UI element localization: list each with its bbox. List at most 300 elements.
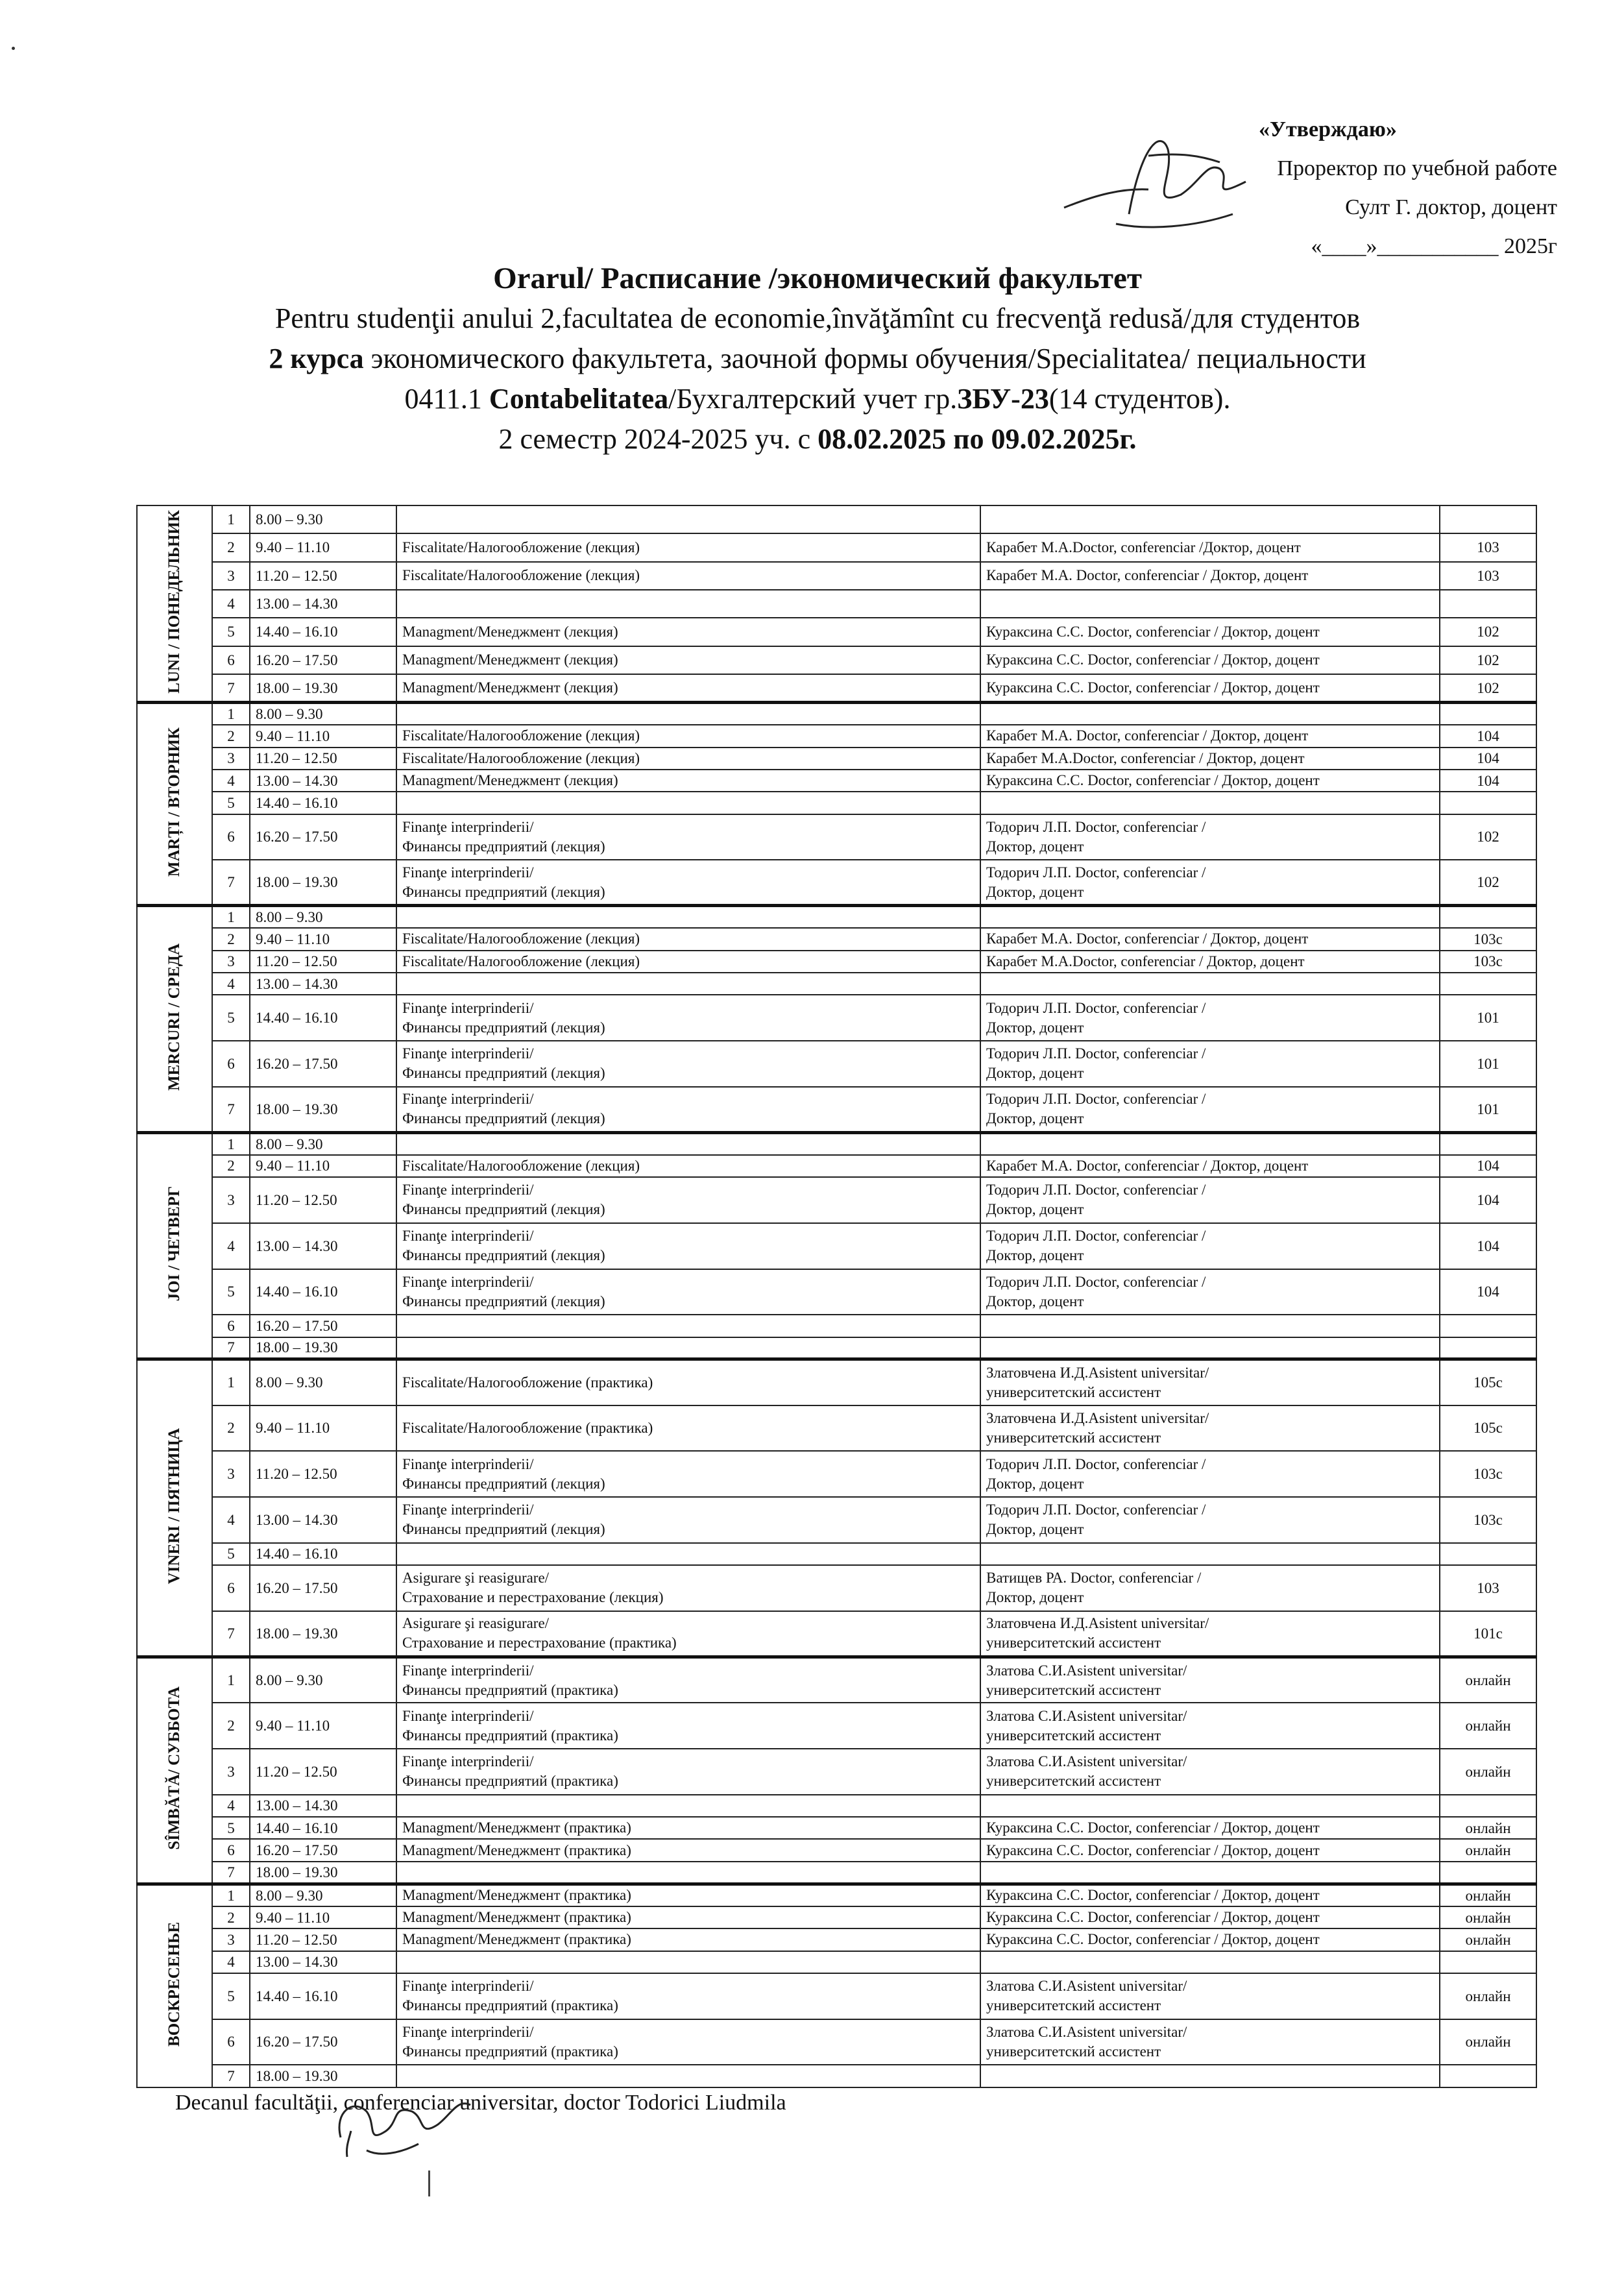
pair-number: 5 xyxy=(212,1269,250,1315)
room-cell: онлайн xyxy=(1440,1703,1536,1749)
teacher-cell xyxy=(980,2019,1440,2065)
pair-number: 4 xyxy=(212,973,250,995)
subject-cell xyxy=(396,951,980,973)
room-cell: 104 xyxy=(1440,770,1536,792)
room-cell: онлайн xyxy=(1440,1906,1536,1928)
subject-cell xyxy=(396,674,980,703)
signature-image xyxy=(1051,117,1265,247)
pair-number: 4 xyxy=(212,770,250,792)
pair-time: 13.00 – 14.30 xyxy=(250,973,396,995)
subject-line: Fiscalitate/Налогообложение (лекция) xyxy=(402,539,640,555)
approval-title: «Утверждаю» xyxy=(1259,117,1397,141)
teacher-cell xyxy=(980,1337,1440,1359)
subject-cell xyxy=(396,1973,980,2019)
table-row xyxy=(137,814,1536,860)
room-cell xyxy=(1440,1795,1536,1817)
pair-number: 2 xyxy=(212,1703,250,1749)
specialty-code: 0411.1 xyxy=(404,383,489,415)
teacher-cell xyxy=(980,973,1440,995)
teacher-cell xyxy=(980,1817,1440,1839)
scan-mark xyxy=(428,2170,430,2196)
teacher-cell xyxy=(980,1795,1440,1817)
table-row xyxy=(137,618,1536,646)
pair-time: 14.40 – 16.10 xyxy=(250,1817,396,1839)
pair-number: 2 xyxy=(212,1405,250,1452)
pair-number: 5 xyxy=(212,1543,250,1565)
subject-line: Finanţe interprinderii/ xyxy=(402,864,534,881)
teacher-cell xyxy=(980,1906,1440,1928)
teacher-line: университетский ассистент xyxy=(986,2043,1161,2060)
teacher-cell xyxy=(980,1315,1440,1337)
pair-time: 18.00 – 19.30 xyxy=(250,1087,396,1133)
dean-signature-image xyxy=(328,2085,496,2163)
teacher-line: университетский ассистент xyxy=(986,1383,1161,1400)
subject-line: Finanţe interprinderii/ xyxy=(402,1273,534,1290)
teacher-line: университетский ассистент xyxy=(986,1727,1161,1744)
teacher-line: Тодорич Л.П. Doctor, conferenciar / xyxy=(986,1091,1206,1108)
room-cell xyxy=(1440,1862,1536,1884)
pair-time: 9.40 – 11.10 xyxy=(250,1155,396,1177)
pair-time: 18.00 – 19.30 xyxy=(250,674,396,703)
pair-time: 13.00 – 14.30 xyxy=(250,1223,396,1269)
day-label: MERCURI / СРЕДА xyxy=(137,906,212,1132)
subject-line: Managment/Менеджмент (лекция) xyxy=(402,651,618,668)
subject-cell xyxy=(396,1906,980,1928)
subject-line: Fiscalitate/Налогообложение (практика) xyxy=(402,1419,653,1436)
teacher-line: Тодорич Л.П. Doctor, conferenciar / xyxy=(986,999,1206,1016)
subject-line: Fiscalitate/Налогообложение (практика) xyxy=(402,1374,653,1391)
pair-time: 16.20 – 17.50 xyxy=(250,2019,396,2065)
pair-time: 16.20 – 17.50 xyxy=(250,1839,396,1861)
subject-cell xyxy=(396,906,980,928)
document-title: Orarul/ Расписание /экономический факультет xyxy=(493,261,1142,295)
subject-line: Страхование и перестрахование (практика) xyxy=(402,1635,677,1651)
pair-time: 11.20 – 12.50 xyxy=(250,562,396,590)
teacher-line: Тодорич Л.П. Doctor, conferenciar / xyxy=(986,1455,1206,1472)
room-cell xyxy=(1440,1315,1536,1337)
table-row xyxy=(137,1177,1536,1223)
pair-time: 14.40 – 16.10 xyxy=(250,792,396,814)
pair-time: 9.40 – 11.10 xyxy=(250,725,396,747)
table-row xyxy=(137,533,1536,561)
pair-number: 7 xyxy=(212,860,250,906)
room-cell: онлайн xyxy=(1440,1817,1536,1839)
teacher-line: Кураксина С.С. Doctor, conferenciar / Доктор, доцент xyxy=(986,1819,1320,1836)
document-header xyxy=(136,258,1499,459)
pair-time: 11.20 – 12.50 xyxy=(250,1749,396,1795)
pair-number: 3 xyxy=(212,748,250,770)
teacher-cell xyxy=(980,1928,1440,1951)
teacher-cell xyxy=(980,1269,1440,1315)
table-row xyxy=(137,1951,1536,1973)
pair-time: 14.40 – 16.10 xyxy=(250,1543,396,1565)
pair-number: 4 xyxy=(212,1795,250,1817)
table-row xyxy=(137,1359,1536,1405)
subject-cell xyxy=(396,1565,980,1611)
pair-number: 6 xyxy=(212,1315,250,1337)
teacher-line: Доктор, доцент xyxy=(986,1065,1084,1082)
room-cell: онлайн xyxy=(1440,1839,1536,1861)
pair-time: 14.40 – 16.10 xyxy=(250,1269,396,1315)
table-row xyxy=(137,860,1536,906)
subject-cell xyxy=(396,2065,980,2087)
teacher-line: университетский ассистент xyxy=(986,1681,1161,1698)
table-row xyxy=(137,1132,1536,1154)
subject-line: Финансы предприятий (лекция) xyxy=(402,1293,605,1309)
table-row xyxy=(137,1928,1536,1951)
room-cell: 104 xyxy=(1440,1155,1536,1177)
teacher-cell xyxy=(980,906,1440,928)
table-row xyxy=(137,1884,1536,1906)
pair-time: 8.00 – 9.30 xyxy=(250,1359,396,1405)
table-row xyxy=(137,1269,1536,1315)
teacher-cell xyxy=(980,1451,1440,1497)
teacher-line: Златовчена И.Д.Asistent universitar/ xyxy=(986,1364,1209,1381)
pair-number: 1 xyxy=(212,1132,250,1154)
subject-line: Fiscalitate/Налогообложение (лекция) xyxy=(402,749,640,766)
teacher-cell xyxy=(980,674,1440,703)
teacher-line: Доктор, доцент xyxy=(986,1589,1084,1606)
teacher-line: Карабет М.А.Doctor, conferenciar / Доктор, доцент xyxy=(986,749,1305,766)
room-cell xyxy=(1440,1543,1536,1565)
table-row xyxy=(137,928,1536,950)
subject-line: Finanţe interprinderii/ xyxy=(402,1707,534,1724)
pair-number: 2 xyxy=(212,725,250,747)
teacher-line: Златова С.И.Asistent universitar/ xyxy=(986,1978,1187,1995)
teacher-cell xyxy=(980,770,1440,792)
teacher-cell xyxy=(980,1405,1440,1452)
room-cell xyxy=(1440,703,1536,725)
teacher-cell xyxy=(980,995,1440,1041)
teacher-line: Карабет М.А. Doctor, conferenciar / Доктор, доцент xyxy=(986,1157,1309,1174)
teacher-line: Карабет М.А. Doctor, conferenciar / Доктор, доцент xyxy=(986,727,1309,744)
dean-name: conferenciar universitar, doctor Todorici Liudmila xyxy=(338,2091,786,2115)
table-row xyxy=(137,1817,1536,1839)
teacher-cell xyxy=(980,860,1440,906)
room-cell xyxy=(1440,906,1536,928)
room-cell xyxy=(1440,973,1536,995)
subject-cell xyxy=(396,1497,980,1543)
table-row xyxy=(137,1337,1536,1359)
date-range: 08.02.2025 по 09.02.2025г. xyxy=(818,423,1137,455)
approval-block xyxy=(1142,110,1557,266)
subject-line: Финансы предприятий (практика) xyxy=(402,2043,618,2060)
subject-cell xyxy=(396,646,980,674)
pair-time: 13.00 – 14.30 xyxy=(250,1497,396,1543)
pair-number: 5 xyxy=(212,995,250,1041)
teacher-cell xyxy=(980,1951,1440,1973)
pair-number: 5 xyxy=(212,1973,250,2019)
subject-cell xyxy=(396,1749,980,1795)
subject-line: Finanţe interprinderii/ xyxy=(402,2023,534,2040)
subject-cell xyxy=(396,1451,980,1497)
teacher-line: Кураксина С.С. Doctor, conferenciar / Доктор, доцент xyxy=(986,772,1320,789)
teacher-cell xyxy=(980,2065,1440,2087)
pair-time: 16.20 – 17.50 xyxy=(250,1565,396,1611)
room-cell: 103 xyxy=(1440,1565,1536,1611)
pair-time: 8.00 – 9.30 xyxy=(250,703,396,725)
teacher-line: Ватищев РА. Doctor, conferenciar / xyxy=(986,1570,1202,1587)
header-line-4 xyxy=(136,379,1499,419)
teacher-line: Златовчена И.Д.Asistent universitar/ xyxy=(986,1615,1209,1632)
header-line-5 xyxy=(136,419,1499,459)
header-line-3 xyxy=(136,339,1499,379)
teacher-line: Тодорич Л.П. Doctor, conferenciar / xyxy=(986,1273,1206,1290)
subject-line: Финансы предприятий (лекция) xyxy=(402,1475,605,1492)
pair-time: 11.20 – 12.50 xyxy=(250,1177,396,1223)
subject-line: Managment/Менеджмент (практика) xyxy=(402,1887,631,1904)
dean-label: Decanul facultăţii, xyxy=(175,2091,339,2115)
header-line-3-text: экономического факультета, заочной формы обучения/Specialitatea/ пециальности xyxy=(363,343,1366,374)
teacher-cell xyxy=(980,1497,1440,1543)
table-row xyxy=(137,590,1536,618)
teacher-line: Доктор, доцент xyxy=(986,838,1084,855)
pair-number: 2 xyxy=(212,928,250,950)
subject-line: Finanţe interprinderii/ xyxy=(402,1662,534,1679)
pair-number: 4 xyxy=(212,590,250,618)
teacher-cell xyxy=(980,1884,1440,1906)
teacher-line: Тодорич Л.П. Doctor, conferenciar / xyxy=(986,1228,1206,1245)
subject-line: Финансы предприятий (лекция) xyxy=(402,1521,605,1538)
student-count: (14 студентов). xyxy=(1048,383,1231,415)
subject-cell xyxy=(396,1359,980,1405)
room-cell: 101c xyxy=(1440,1611,1536,1657)
subject-cell xyxy=(396,2019,980,2065)
pair-time: 18.00 – 19.30 xyxy=(250,2065,396,2087)
pair-number: 1 xyxy=(212,703,250,725)
subject-cell xyxy=(396,1337,980,1359)
table-row xyxy=(137,703,1536,725)
teacher-line: Кураксина С.С. Doctor, conferenciar / Доктор, доцент xyxy=(986,1931,1320,1948)
subject-cell xyxy=(396,1315,980,1337)
room-cell: 103c xyxy=(1440,928,1536,950)
pair-time: 9.40 – 11.10 xyxy=(250,1906,396,1928)
subject-cell xyxy=(396,1611,980,1657)
pair-time: 9.40 – 11.10 xyxy=(250,533,396,561)
table-row xyxy=(137,2065,1536,2087)
pair-time: 14.40 – 16.10 xyxy=(250,618,396,646)
subject-cell xyxy=(396,1657,980,1703)
subject-line: Finanţe interprinderii/ xyxy=(402,1455,534,1472)
room-cell: 105c xyxy=(1440,1405,1536,1452)
room-cell xyxy=(1440,505,1536,533)
subject-cell xyxy=(396,995,980,1041)
subject-cell xyxy=(396,973,980,995)
room-cell: 103c xyxy=(1440,951,1536,973)
subject-line: Fiscalitate/Налогообложение (лекция) xyxy=(402,953,640,969)
room-cell: 103c xyxy=(1440,1451,1536,1497)
pair-time: 14.40 – 16.10 xyxy=(250,995,396,1041)
teacher-cell xyxy=(980,562,1440,590)
pair-time: 11.20 – 12.50 xyxy=(250,748,396,770)
teacher-line: Кураксина С.С. Doctor, conferenciar / Доктор, доцент xyxy=(986,679,1320,696)
subject-line: Финансы предприятий (лекция) xyxy=(402,1110,605,1127)
subject-cell xyxy=(396,1928,980,1951)
subject-line: Fiscalitate/Налогообложение (лекция) xyxy=(402,727,640,744)
pair-time: 13.00 – 14.30 xyxy=(250,770,396,792)
pair-time: 8.00 – 9.30 xyxy=(250,1657,396,1703)
subject-line: Finanţe interprinderii/ xyxy=(402,1182,534,1198)
teacher-line: Доктор, доцент xyxy=(986,883,1084,900)
subject-cell xyxy=(396,1839,980,1861)
table-row xyxy=(137,1405,1536,1452)
subject-line: Finanţe interprinderii/ xyxy=(402,1978,534,1995)
teacher-line: Тодорич Л.П. Doctor, conferenciar / xyxy=(986,1045,1206,1062)
teacher-line: университетский ассистент xyxy=(986,1773,1161,1790)
teacher-line: Доктор, доцент xyxy=(986,1110,1084,1127)
subject-cell xyxy=(396,590,980,618)
teacher-cell xyxy=(980,646,1440,674)
teacher-line: Карабет М.А.Doctor, conferenciar /Доктор, доцент xyxy=(986,539,1301,555)
subject-line: Fiscalitate/Налогообложение (лекция) xyxy=(402,930,640,947)
subject-line: Финансы предприятий (лекция) xyxy=(402,1201,605,1218)
teacher-line: Кураксина С.С. Doctor, conferenciar / Доктор, доцент xyxy=(986,651,1320,668)
pair-time: 11.20 – 12.50 xyxy=(250,1928,396,1951)
room-cell: 104 xyxy=(1440,1177,1536,1223)
subject-cell xyxy=(396,725,980,747)
pair-time: 13.00 – 14.30 xyxy=(250,1951,396,1973)
pair-time: 9.40 – 11.10 xyxy=(250,1405,396,1452)
pair-time: 8.00 – 9.30 xyxy=(250,1884,396,1906)
approval-position: Проректор по учебной работе xyxy=(1277,156,1557,180)
room-cell xyxy=(1440,1132,1536,1154)
subject-line: Finanţe interprinderii/ xyxy=(402,1045,534,1062)
teacher-cell xyxy=(980,1359,1440,1405)
subject-line: Финансы предприятий (лекция) xyxy=(402,1019,605,1036)
teacher-cell xyxy=(980,1041,1440,1087)
table-row xyxy=(137,1906,1536,1928)
pair-time: 8.00 – 9.30 xyxy=(250,505,396,533)
table-row xyxy=(137,1087,1536,1133)
pair-time: 8.00 – 9.30 xyxy=(250,906,396,928)
table-row xyxy=(137,1657,1536,1703)
room-cell: 101 xyxy=(1440,1087,1536,1133)
pair-time: 16.20 – 17.50 xyxy=(250,1315,396,1337)
room-cell xyxy=(1440,590,1536,618)
pair-time: 8.00 – 9.30 xyxy=(250,1132,396,1154)
teacher-line: Кураксина С.С. Doctor, conferenciar / Доктор, доцент xyxy=(986,1909,1320,1926)
subject-line: Finanţe interprinderii/ xyxy=(402,1753,534,1770)
subject-cell xyxy=(396,618,980,646)
pair-number: 3 xyxy=(212,1928,250,1951)
semester-label: 2 семестр 2024-2025 уч. с xyxy=(498,423,818,455)
subject-line: Финансы предприятий (практика) xyxy=(402,1727,618,1744)
pair-number: 5 xyxy=(212,792,250,814)
teacher-cell xyxy=(980,1132,1440,1154)
room-cell: 102 xyxy=(1440,646,1536,674)
pair-number: 7 xyxy=(212,2065,250,2087)
course-label: 2 курса xyxy=(269,343,364,374)
teacher-line: Златова С.И.Asistent universitar/ xyxy=(986,1753,1187,1770)
table-row xyxy=(137,1611,1536,1657)
subject-cell xyxy=(396,860,980,906)
teacher-line: Карабет М.А. Doctor, conferenciar / Доктор, доцент xyxy=(986,930,1309,947)
teacher-line: Златовчена И.Д.Asistent universitar/ xyxy=(986,1409,1209,1426)
teacher-line: Кураксина С.С. Doctor, conferenciar / Доктор, доцент xyxy=(986,623,1320,640)
teacher-line: Доктор, доцент xyxy=(986,1247,1084,1264)
table-row xyxy=(137,1862,1536,1884)
pair-number: 1 xyxy=(212,906,250,928)
table-row xyxy=(137,562,1536,590)
subject-line: Финансы предприятий (практика) xyxy=(402,1997,618,2014)
pair-number: 4 xyxy=(212,1951,250,1973)
subject-line: Финансы предприятий (лекция) xyxy=(402,883,605,900)
room-cell: онлайн xyxy=(1440,1657,1536,1703)
teacher-line: Доктор, доцент xyxy=(986,1521,1084,1538)
pair-time: 13.00 – 14.30 xyxy=(250,590,396,618)
room-cell: 102 xyxy=(1440,674,1536,703)
subject-cell xyxy=(396,1155,980,1177)
teacher-cell xyxy=(980,1862,1440,1884)
pair-number: 6 xyxy=(212,1839,250,1861)
table-row xyxy=(137,1155,1536,1177)
table-row xyxy=(137,1543,1536,1565)
teacher-cell xyxy=(980,1565,1440,1611)
room-cell: 103 xyxy=(1440,562,1536,590)
pair-number: 7 xyxy=(212,1862,250,1884)
table-row xyxy=(137,951,1536,973)
subject-cell xyxy=(396,1132,980,1154)
room-cell: 101 xyxy=(1440,995,1536,1041)
teacher-cell xyxy=(980,748,1440,770)
room-cell: 102 xyxy=(1440,618,1536,646)
pair-time: 16.20 – 17.50 xyxy=(250,646,396,674)
subject-cell xyxy=(396,748,980,770)
subject-cell xyxy=(396,505,980,533)
teacher-cell xyxy=(980,725,1440,747)
approval-date: «____»___________ 2025г xyxy=(1311,234,1557,258)
pair-number: 3 xyxy=(212,1451,250,1497)
teacher-line: Доктор, доцент xyxy=(986,1293,1084,1309)
pair-number: 3 xyxy=(212,1749,250,1795)
teacher-cell xyxy=(980,1973,1440,2019)
teacher-cell xyxy=(980,1543,1440,1565)
header-line-2: Pentru studenţii anului 2,facultatea de economie,învăţămînt cu frecvenţă redusă/для студентов xyxy=(274,302,1361,334)
table-row xyxy=(137,725,1536,747)
room-cell: онлайн xyxy=(1440,1884,1536,1906)
subject-cell xyxy=(396,533,980,561)
table-row xyxy=(137,1973,1536,2019)
subject-cell xyxy=(396,1405,980,1452)
subject-cell xyxy=(396,1041,980,1087)
teacher-cell xyxy=(980,928,1440,950)
pair-number: 4 xyxy=(212,1223,250,1269)
teacher-line: Тодорич Л.П. Doctor, conferenciar / xyxy=(986,864,1206,881)
subject-line: Managment/Менеджмент (практика) xyxy=(402,1931,631,1948)
subject-line: Страхование и перестрахование (лекция) xyxy=(402,1589,664,1606)
pair-number: 1 xyxy=(212,1657,250,1703)
teacher-cell xyxy=(980,590,1440,618)
room-cell: онлайн xyxy=(1440,1749,1536,1795)
subject-line: Finanţe interprinderii/ xyxy=(402,1228,534,1245)
subject-line: Fiscalitate/Налогообложение (лекция) xyxy=(402,1157,640,1174)
subject-cell xyxy=(396,814,980,860)
subject-line: Managment/Менеджмент (лекция) xyxy=(402,623,618,640)
pair-number: 1 xyxy=(212,1884,250,1906)
table-row xyxy=(137,792,1536,814)
pair-time: 9.40 – 11.10 xyxy=(250,928,396,950)
room-cell: 104 xyxy=(1440,748,1536,770)
scan-mark xyxy=(12,47,15,50)
specialty-name: Contabelitatea xyxy=(489,383,669,415)
table-row xyxy=(137,748,1536,770)
teacher-cell xyxy=(980,1749,1440,1795)
pair-time: 13.00 – 14.30 xyxy=(250,1795,396,1817)
day-label: SÎMBĂTĂ/ СУББОТА xyxy=(137,1657,212,1884)
pair-number: 6 xyxy=(212,1565,250,1611)
teacher-cell xyxy=(980,703,1440,725)
room-cell: онлайн xyxy=(1440,1973,1536,2019)
